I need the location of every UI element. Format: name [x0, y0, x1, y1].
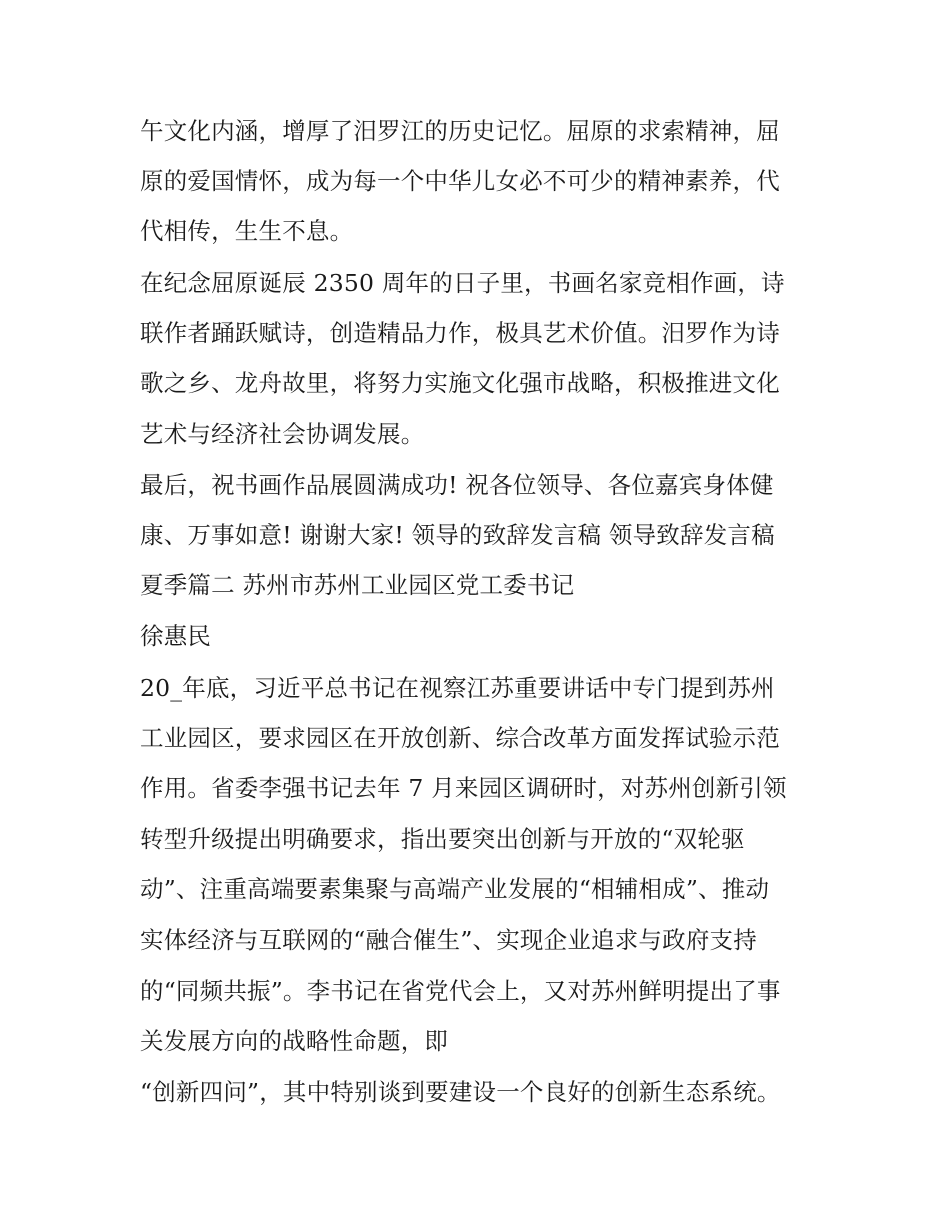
text-line: 实体经济与互联网的“融合催生”、实现企业追求与政府支持: [140, 926, 757, 954]
text-line: 原的爱国情怀，成为每一个中华儿女必不可少的精神素养，代: [140, 167, 780, 195]
text-line: 午文化内涵，增厚了汨罗江的历史记忆。屈原的求索精神，屈: [140, 117, 780, 145]
text-line: 歌之乡、龙舟故里，将努力实施文化强市战略，积极推进文化: [140, 369, 780, 397]
text-line: 作用。省委李强书记去年 7 月来园区调研时，对苏州创新引领: [140, 774, 787, 802]
text-line: 的“同频共振”。李书记在省党代会上，又对苏州鲜明提出了事: [140, 977, 781, 1005]
text-line: 徐惠民: [140, 622, 212, 650]
text-line: 艺术与经济社会协调发展。: [140, 420, 425, 448]
text-line: 工业园区，要求园区在开放创新、综合改革方面发挥试验示范: [140, 724, 780, 752]
text-line: “创新四问”，其中特别谈到要建设一个良好的创新生态系统。: [140, 1078, 781, 1106]
text-line: 代相传，生生不息。: [140, 217, 354, 245]
text-line: 关发展方向的战略性命题，即: [140, 1027, 449, 1055]
text-line: 转型升级提出明确要求，指出要突出创新与开放的“双轮驱: [140, 825, 745, 853]
text-line: 联作者踊跃赋诗，创造精品力作，极具艺术价值。汨罗作为诗: [140, 319, 780, 347]
text-line: 最后，祝书画作品展圆满成功! 祝各位领导、各位嘉宾身体健: [140, 471, 774, 499]
text-line: 动”、注重高端要素集聚与高端产业发展的“相辅相成”、推动: [140, 875, 770, 903]
text-line: 康、万事如意! 谢谢大家! 领导的致辞发言稿 领导致辞发言稿: [140, 521, 775, 549]
text-line: 20_年底，习近平总书记在视察江苏重要讲话中专门提到苏州: [140, 674, 775, 702]
text-line: 夏季篇二 苏州市苏州工业园区党工委书记: [140, 571, 575, 599]
text-line: 在纪念屈原诞辰 2350 周年的日子里，书画名家竞相作画，诗: [140, 269, 785, 297]
